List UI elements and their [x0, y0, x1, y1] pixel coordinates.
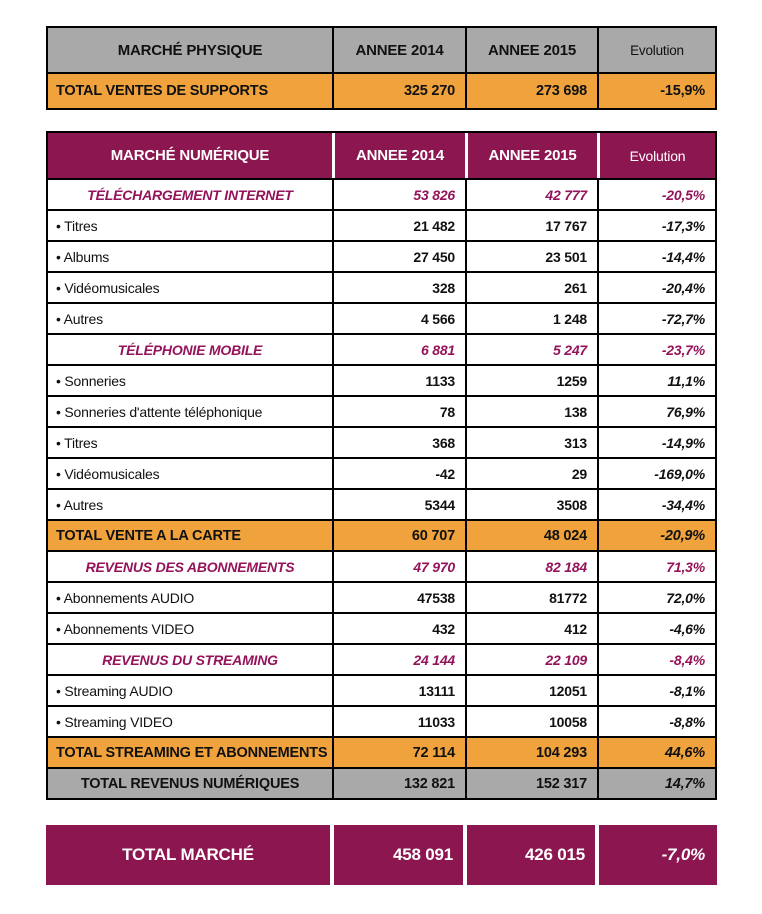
row-label: • Sonneries — [56, 372, 126, 389]
value-2015: 3508 — [465, 490, 597, 519]
section-label: TÉLÉCHARGEMENT INTERNET — [87, 186, 293, 203]
row-label: • Vidéomusicales — [56, 279, 160, 296]
table-row — [48, 364, 715, 395]
value-2015: 138 — [465, 397, 597, 426]
evolution-value: 44,6% — [597, 738, 715, 767]
evolution-value: 71,3% — [597, 552, 715, 581]
total-vente-a-la-carte-row — [48, 519, 715, 550]
value-2015: 29 — [465, 459, 597, 488]
value-2014: 4 566 — [332, 304, 465, 333]
section-label: REVENUS DU STREAMING — [102, 651, 278, 668]
digital-market-table — [46, 131, 717, 800]
total-market-table — [46, 825, 717, 885]
evolution-value: 14,7% — [597, 769, 715, 798]
value-2015: 23 501 — [465, 242, 597, 271]
row-label: TOTAL VENTES DE SUPPORTS — [56, 83, 268, 99]
evolution-value: -8,4% — [597, 645, 715, 674]
table-row — [48, 457, 715, 488]
column-header-2014: ANNEE 2014 — [332, 28, 465, 72]
value-2015: 1259 — [465, 366, 597, 395]
value-2014: 6 881 — [332, 335, 465, 364]
section-row-telephonie-mobile — [48, 333, 715, 364]
column-header-2015: ANNEE 2015 — [465, 28, 597, 72]
value-2015: 273 698 — [465, 74, 597, 108]
row-label: TOTAL REVENUS NUMÉRIQUES — [80, 775, 300, 792]
value-2014: 53 826 — [332, 180, 465, 209]
evolution-value: 72,0% — [597, 583, 715, 612]
value-2015: 313 — [465, 428, 597, 457]
total-revenus-numeriques-row — [48, 767, 715, 798]
evolution-value: -7,0% — [595, 825, 717, 885]
table-row — [48, 302, 715, 333]
total-streaming-abonnements-row — [48, 736, 715, 767]
physical-header-row — [48, 28, 715, 72]
table-row — [48, 674, 715, 705]
table-row — [48, 240, 715, 271]
row-label: • Autres — [56, 496, 103, 513]
row-label: • Sonneries d'attente téléphonique — [56, 403, 263, 420]
value-2015: 412 — [465, 614, 597, 643]
evolution-value: -23,7% — [597, 335, 715, 364]
row-label: • Autres — [56, 310, 103, 327]
column-header-2014: ANNEE 2014 — [332, 133, 465, 178]
value-2014: 60 707 — [332, 521, 465, 550]
value-2014: 47 970 — [332, 552, 465, 581]
value-2015: 152 317 — [465, 769, 597, 798]
value-2015: 22 109 — [465, 645, 597, 674]
evolution-value: -17,3% — [597, 211, 715, 240]
table-row — [48, 581, 715, 612]
value-2015: 17 767 — [465, 211, 597, 240]
value-2014: 5344 — [332, 490, 465, 519]
evolution-value: -4,6% — [597, 614, 715, 643]
evolution-value: -72,7% — [597, 304, 715, 333]
evolution-value: -169,0% — [597, 459, 715, 488]
evolution-value: -20,9% — [597, 521, 715, 550]
value-2014: 13111 — [332, 676, 465, 705]
evolution-value: -8,1% — [597, 676, 715, 705]
evolution-value: -8,8% — [597, 707, 715, 736]
value-2014: 325 270 — [332, 74, 465, 108]
row-label: • Albums — [56, 248, 110, 265]
evolution-value: -15,9% — [597, 74, 715, 108]
value-2015: 5 247 — [465, 335, 597, 364]
physical-market-table — [46, 26, 717, 110]
value-2014: 24 144 — [332, 645, 465, 674]
value-2014: 27 450 — [332, 242, 465, 271]
row-label: • Streaming AUDIO — [56, 682, 173, 699]
value-2014: 132 821 — [332, 769, 465, 798]
value-2015: 48 024 — [465, 521, 597, 550]
value-2014: 78 — [332, 397, 465, 426]
row-label: TOTAL STREAMING ET ABONNEMENTS — [56, 744, 328, 761]
value-2014: 11033 — [332, 707, 465, 736]
value-2014: -42 — [332, 459, 465, 488]
row-label: TOTAL VENTE A LA CARTE — [56, 527, 241, 544]
value-2014: 458 091 — [330, 825, 463, 885]
value-2015: 42 777 — [465, 180, 597, 209]
value-2014: 368 — [332, 428, 465, 457]
evolution-value: -14,4% — [597, 242, 715, 271]
value-2015: 10058 — [465, 707, 597, 736]
row-label: • Abonnements AUDIO — [56, 589, 195, 606]
table-row — [48, 705, 715, 736]
value-2015: 104 293 — [465, 738, 597, 767]
value-2015: 82 184 — [465, 552, 597, 581]
section-row-revenus-des-abonnements — [48, 550, 715, 581]
row-label: • Titres — [56, 217, 98, 234]
value-2015: 261 — [465, 273, 597, 302]
evolution-value: 11,1% — [597, 366, 715, 395]
table-row — [48, 488, 715, 519]
value-2015: 81772 — [465, 583, 597, 612]
value-2015: 12051 — [465, 676, 597, 705]
column-header-market: MARCHÉ PHYSIQUE — [117, 41, 263, 59]
section-row-revenus-du-streaming — [48, 643, 715, 674]
digital-header-row — [48, 133, 715, 178]
column-header-2015: ANNEE 2015 — [465, 133, 597, 178]
column-header-evolution: Evolution — [597, 28, 715, 72]
column-header-evolution: Evolution — [597, 133, 715, 178]
value-2014: 1133 — [332, 366, 465, 395]
value-2015: 1 248 — [465, 304, 597, 333]
value-2014: 21 482 — [332, 211, 465, 240]
evolution-value: -34,4% — [597, 490, 715, 519]
section-label: REVENUS DES ABONNEMENTS — [85, 558, 295, 575]
row-label: TOTAL MARCHÉ — [122, 845, 254, 864]
evolution-value: -20,5% — [597, 180, 715, 209]
row-label: • Vidéomusicales — [56, 465, 160, 482]
value-2014: 432 — [332, 614, 465, 643]
table-row — [48, 612, 715, 643]
evolution-value: 76,9% — [597, 397, 715, 426]
value-2014: 47538 — [332, 583, 465, 612]
row-label: • Titres — [56, 434, 98, 451]
row-label: • Streaming VIDEO — [56, 713, 173, 730]
table-row — [48, 426, 715, 457]
value-2015: 426 015 — [463, 825, 595, 885]
section-row-telechargement-internet — [48, 178, 715, 209]
table-row — [48, 209, 715, 240]
value-2014: 328 — [332, 273, 465, 302]
section-label: TÉLÉPHONIE MOBILE — [117, 341, 263, 358]
evolution-value: -14,9% — [597, 428, 715, 457]
table-row — [48, 395, 715, 426]
column-header-market: MARCHÉ NUMÉRIQUE — [110, 147, 270, 164]
table-row — [48, 271, 715, 302]
row-label: • Abonnements VIDEO — [56, 620, 195, 637]
value-2014: 72 114 — [332, 738, 465, 767]
total-marche-row — [46, 825, 717, 885]
evolution-value: -20,4% — [597, 273, 715, 302]
total-ventes-supports-row — [48, 72, 715, 108]
